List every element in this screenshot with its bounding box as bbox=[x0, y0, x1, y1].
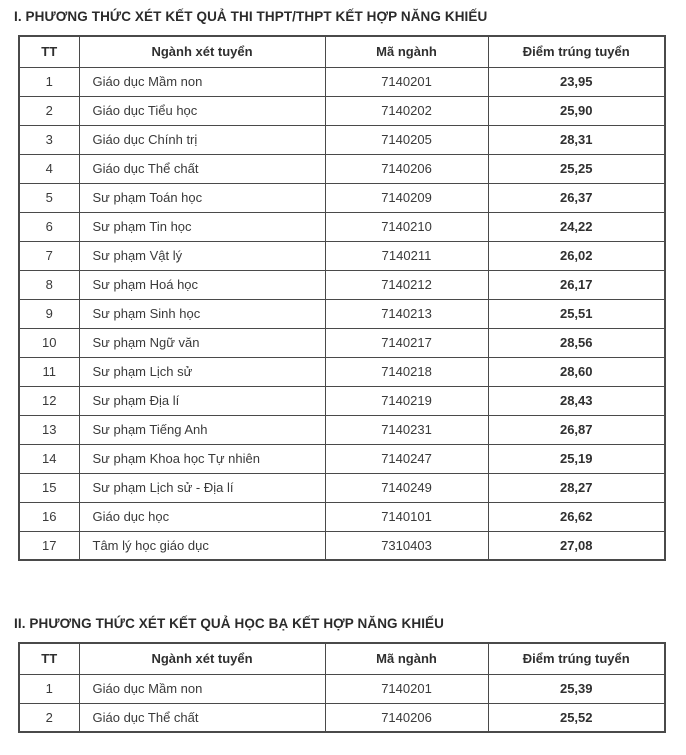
major-name: Sư phạm Khoa học Tự nhiên bbox=[79, 444, 325, 473]
row-number: 8 bbox=[19, 270, 79, 299]
row-number: 4 bbox=[19, 154, 79, 183]
table-row bbox=[19, 241, 665, 270]
row-number: 1 bbox=[19, 67, 79, 96]
row-number: 15 bbox=[19, 473, 79, 502]
row-number: 10 bbox=[19, 328, 79, 357]
admission-score: 26,02 bbox=[488, 241, 665, 270]
admission-score: 27,08 bbox=[488, 531, 665, 560]
column-header-code: Mã ngành bbox=[325, 36, 488, 67]
table-row bbox=[19, 183, 665, 212]
table-header bbox=[19, 36, 665, 67]
major-code: 7140247 bbox=[325, 444, 488, 473]
column-header-score: Điểm trúng tuyển bbox=[488, 643, 665, 674]
row-number: 12 bbox=[19, 386, 79, 415]
major-code: 7140101 bbox=[325, 502, 488, 531]
admission-score-table-hocba bbox=[18, 642, 666, 733]
major-code: 7140206 bbox=[325, 154, 488, 183]
table-body bbox=[19, 674, 665, 732]
table-row bbox=[19, 299, 665, 328]
table-row bbox=[19, 444, 665, 473]
admission-score: 28,60 bbox=[488, 357, 665, 386]
table-row bbox=[19, 212, 665, 241]
admission-score: 25,52 bbox=[488, 703, 665, 732]
admission-score: 26,17 bbox=[488, 270, 665, 299]
major-code: 7140202 bbox=[325, 96, 488, 125]
column-header-score: Điểm trúng tuyển bbox=[488, 36, 665, 67]
major-name: Sư phạm Ngữ văn bbox=[79, 328, 325, 357]
row-number: 11 bbox=[19, 357, 79, 386]
table-row bbox=[19, 502, 665, 531]
major-name: Sư phạm Lịch sử - Địa lí bbox=[79, 473, 325, 502]
section-1-title: I. PHƯƠNG THỨC XÉT KẾT QUẢ THI THPT/THPT KẾT HỢP NĂNG KHIẾU bbox=[14, 9, 488, 24]
admission-score: 25,90 bbox=[488, 96, 665, 125]
major-code: 7140206 bbox=[325, 703, 488, 732]
row-number: 3 bbox=[19, 125, 79, 154]
table-row bbox=[19, 67, 665, 96]
row-number: 1 bbox=[19, 674, 79, 703]
major-name: Sư phạm Hoá học bbox=[79, 270, 325, 299]
admission-score: 25,39 bbox=[488, 674, 665, 703]
column-header-major: Ngành xét tuyển bbox=[79, 36, 325, 67]
row-number: 6 bbox=[19, 212, 79, 241]
major-name: Giáo dục Mầm non bbox=[79, 67, 325, 96]
row-number: 9 bbox=[19, 299, 79, 328]
admission-score: 26,87 bbox=[488, 415, 665, 444]
major-name: Giáo dục Thể chất bbox=[79, 703, 325, 732]
column-header-tt: TT bbox=[19, 643, 79, 674]
table-row bbox=[19, 674, 665, 703]
row-number: 5 bbox=[19, 183, 79, 212]
admission-score: 24,22 bbox=[488, 212, 665, 241]
admission-score: 28,43 bbox=[488, 386, 665, 415]
admission-score-table-thpt bbox=[18, 35, 666, 561]
major-name: Sư phạm Tiếng Anh bbox=[79, 415, 325, 444]
table-row bbox=[19, 703, 665, 732]
major-code: 7140231 bbox=[325, 415, 488, 444]
admission-score: 25,19 bbox=[488, 444, 665, 473]
table-header-row bbox=[19, 643, 665, 674]
major-name: Sư phạm Toán học bbox=[79, 183, 325, 212]
major-name: Giáo dục Thể chất bbox=[79, 154, 325, 183]
row-number: 16 bbox=[19, 502, 79, 531]
admission-score: 25,25 bbox=[488, 154, 665, 183]
table-row bbox=[19, 96, 665, 125]
table-body bbox=[19, 67, 665, 560]
table-row bbox=[19, 473, 665, 502]
section-2-title: II. PHƯƠNG THỨC XÉT KẾT QUẢ HỌC BẠ KẾT HỢP NĂNG KHIẾU bbox=[14, 616, 445, 631]
table-row bbox=[19, 125, 665, 154]
major-name: Sư phạm Sinh học bbox=[79, 299, 325, 328]
major-name: Giáo dục Tiểu học bbox=[79, 96, 325, 125]
table-header bbox=[19, 643, 665, 674]
table-row bbox=[19, 328, 665, 357]
major-code: 7140201 bbox=[325, 674, 488, 703]
row-number: 14 bbox=[19, 444, 79, 473]
major-name: Sư phạm Lịch sử bbox=[79, 357, 325, 386]
admission-score: 28,31 bbox=[488, 125, 665, 154]
major-code: 7140249 bbox=[325, 473, 488, 502]
table-row bbox=[19, 154, 665, 183]
admission-score: 26,62 bbox=[488, 502, 665, 531]
admission-score: 25,51 bbox=[488, 299, 665, 328]
admission-score: 26,37 bbox=[488, 183, 665, 212]
admission-score: 28,27 bbox=[488, 473, 665, 502]
major-code: 7140219 bbox=[325, 386, 488, 415]
major-code: 7140209 bbox=[325, 183, 488, 212]
row-number: 17 bbox=[19, 531, 79, 560]
major-code: 7310403 bbox=[325, 531, 488, 560]
table-header-row bbox=[19, 36, 665, 67]
major-code: 7140205 bbox=[325, 125, 488, 154]
row-number: 2 bbox=[19, 703, 79, 732]
major-code: 7140212 bbox=[325, 270, 488, 299]
admission-score: 23,95 bbox=[488, 67, 665, 96]
major-name: Giáo dục Mầm non bbox=[79, 674, 325, 703]
table-row bbox=[19, 357, 665, 386]
major-name: Giáo dục Chính trị bbox=[79, 125, 325, 154]
admission-score: 28,56 bbox=[488, 328, 665, 357]
major-code: 7140217 bbox=[325, 328, 488, 357]
major-name: Sư phạm Vật lý bbox=[79, 241, 325, 270]
table-row bbox=[19, 270, 665, 299]
column-header-code: Mã ngành bbox=[325, 643, 488, 674]
major-code: 7140210 bbox=[325, 212, 488, 241]
major-name: Sư phạm Địa lí bbox=[79, 386, 325, 415]
row-number: 7 bbox=[19, 241, 79, 270]
column-header-major: Ngành xét tuyển bbox=[79, 643, 325, 674]
row-number: 2 bbox=[19, 96, 79, 125]
table-row bbox=[19, 386, 665, 415]
major-code: 7140213 bbox=[325, 299, 488, 328]
major-name: Sư phạm Tin học bbox=[79, 212, 325, 241]
major-code: 7140201 bbox=[325, 67, 488, 96]
major-code: 7140211 bbox=[325, 241, 488, 270]
table-row bbox=[19, 415, 665, 444]
row-number: 13 bbox=[19, 415, 79, 444]
column-header-tt: TT bbox=[19, 36, 79, 67]
major-name: Tâm lý học giáo dục bbox=[79, 531, 325, 560]
major-code: 7140218 bbox=[325, 357, 488, 386]
major-name: Giáo dục học bbox=[79, 502, 325, 531]
table-row bbox=[19, 531, 665, 560]
